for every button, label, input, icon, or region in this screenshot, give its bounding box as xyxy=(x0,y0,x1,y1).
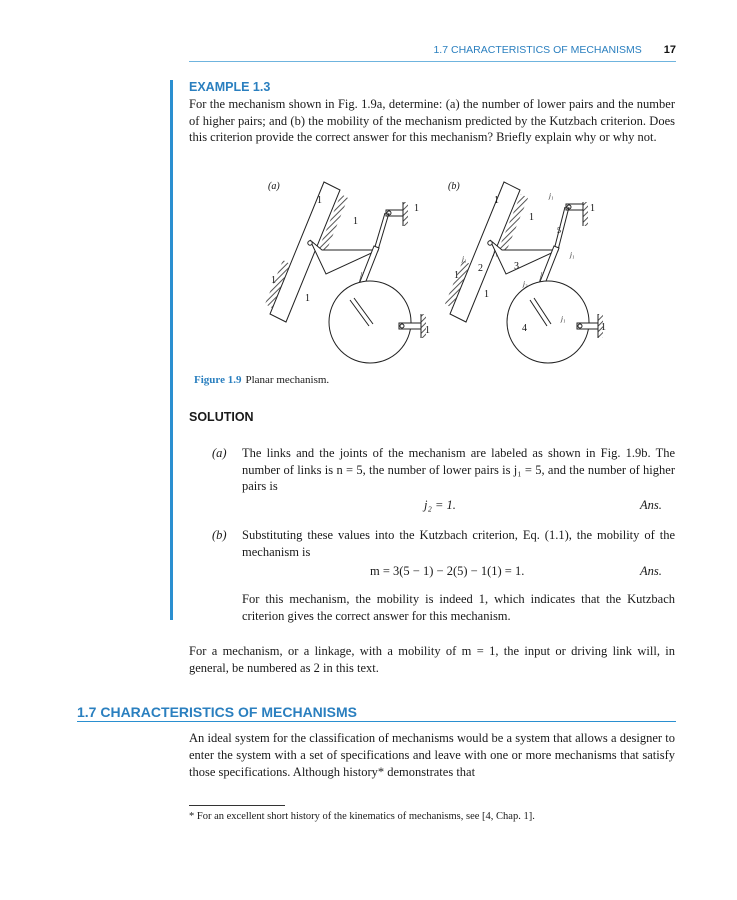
running-title: 1.7 CHARACTERISTICS OF MECHANISMS xyxy=(433,44,642,56)
ground-label-a4: 1 xyxy=(271,275,276,286)
link-label-4: 4 xyxy=(522,323,527,334)
example-margin-bar xyxy=(170,80,173,620)
ground-label-b3: 1 xyxy=(590,203,595,214)
link-label-2: 2 xyxy=(478,263,483,274)
part-a-marker: (a) xyxy=(212,446,227,460)
solution-title: SOLUTION xyxy=(189,410,254,424)
joint-label-j1-d: j₁ xyxy=(570,251,575,259)
example-title: EXAMPLE 1.3 xyxy=(189,80,271,94)
joint-label-j1-e: j₁ xyxy=(561,315,566,323)
part-b-marker: (b) xyxy=(212,528,227,542)
ground-label-a6: 1 xyxy=(425,325,430,336)
joint-label-j1-a: j₁ xyxy=(462,255,467,263)
figure-label-b: (b) xyxy=(448,181,460,192)
ground-label-b6: 1 xyxy=(601,322,606,333)
ground-label-a2: 1 xyxy=(353,216,358,227)
section-rule xyxy=(77,721,676,722)
paragraph-mobility-note: For a mechanism, or a linkage, with a mobility of m = 1, the input or driving link will, in general, be numbered as 2 in this text. xyxy=(189,644,675,675)
header-rule xyxy=(189,61,676,62)
mechanism-b xyxy=(445,182,603,363)
equation-j2: j₂ = 1. xyxy=(424,498,456,512)
section-text: An ideal system for the classification of mechanisms would be a system that allows a designer to enter the system with a set of specifications and leave with one or more mechanisms that satisfy those specifications. Although history* demonstrates that xyxy=(189,731,675,779)
equation-mobility: m = 3(5 − 1) − 2(5) − 1(1) = 1. xyxy=(370,564,525,578)
ground-label-b4: 1 xyxy=(454,270,459,281)
figure-caption xyxy=(194,374,329,386)
footnote: * For an excellent short history of the kinematics of mechanisms, see [4, Chap. 1]. xyxy=(189,811,535,822)
link-label-5: 5 xyxy=(557,226,561,235)
joint-label-j1-b: j₁ xyxy=(493,249,498,257)
ans-b: Ans. xyxy=(640,564,662,578)
footnote-rule xyxy=(189,805,285,806)
part-a-text: The links and the joints of the mechanism are labeled as shown in Fig. 1.9b. The number of links is n = 5, the number of lower pairs is j₁ = 5, and the number of higher pairs is xyxy=(242,446,675,493)
ans-a: Ans. xyxy=(640,498,662,512)
running-head xyxy=(0,44,676,56)
example-text: For the mechanism shown in Fig. 1.9a, determine: (a) the number of lower pairs and the number of higher pairs; and (b) the mobility of the mechanism predicted by the Kutzbach criterion. Does this criterion provide the correct answer for this mechanism? Briefly explain why or why not. xyxy=(189,97,675,144)
ground-label-a5: 1 xyxy=(305,293,310,304)
section-title: 1.7 CHARACTERISTICS OF MECHANISMS xyxy=(77,704,358,720)
ground-label-a3: 1 xyxy=(414,203,419,214)
joint-label-j2: j₂ xyxy=(523,280,528,288)
ground-label-a1: 1 xyxy=(317,195,322,206)
ground-label-b2: 1 xyxy=(529,212,534,223)
figure-caption-label: Figure 1.9 xyxy=(194,374,242,386)
link-label-3: 3 xyxy=(514,261,519,272)
ground-label-b5: 1 xyxy=(484,289,489,300)
figure-caption-text: Planar mechanism. xyxy=(245,374,330,386)
mechanism-a xyxy=(265,182,426,363)
page-number: 17 xyxy=(663,44,676,56)
ground-label-b1: 1 xyxy=(494,195,499,206)
joint-label-j1-c: j₁ xyxy=(549,192,554,200)
part-b-text: Substituting these values into the Kutzbach criterion, Eq. (1.1), the mobility of the mechanism is xyxy=(242,528,675,559)
solution-conclusion: For this mechanism, the mobility is indeed 1, which indicates that the Kutzbach criterion gives the correct answer for this mechanism. xyxy=(242,592,675,623)
figure-label-a: (a) xyxy=(268,181,280,192)
figure-planar-mechanism xyxy=(240,180,620,370)
